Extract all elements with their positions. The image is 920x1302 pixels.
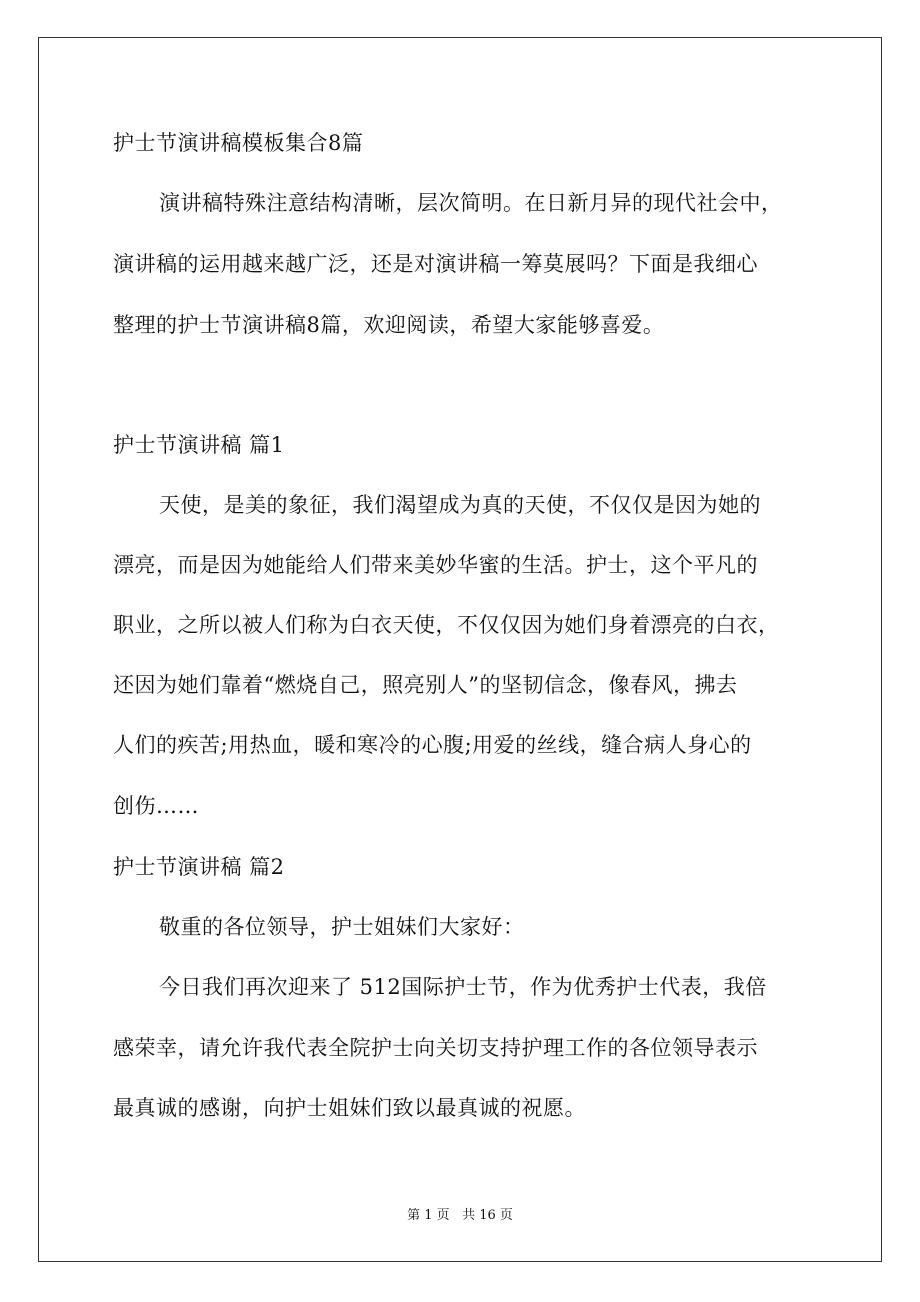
- section-1-line-1: 天使，是美的象征，我们渴望成为真的天使，不仅仅是因为她的: [159, 493, 761, 517]
- section-2-greeting: 敬重的各位领导，护士姐妹们大家好：: [159, 915, 525, 939]
- intro-line-2: 演讲稿的运用越来越广泛，还是对演讲稿一筹莫展吗？下面是我细心: [113, 252, 758, 276]
- section-1-heading: 护士节演讲稿 篇1: [113, 433, 285, 457]
- section-2-heading: 护士节演讲稿 篇2: [113, 855, 285, 879]
- section-1-line-6: 创伤……: [113, 794, 199, 818]
- section-1-line-3: 职业，之所以被人们称为白衣天使，不仅仅因为她们身着漂亮的白衣，: [113, 613, 780, 637]
- section-2-line-3: 最真诚的感谢，向护士姐妹们致以最真诚的祝愿。: [113, 1096, 586, 1120]
- section-1-line-4: 还因为她们靠着“燃烧自己，照亮别人”的坚韧信念，像春风，拂去: [113, 673, 738, 697]
- page-number: 第 1 页: [407, 1208, 450, 1223]
- intro-line-1: 演讲稿特殊注意结构清晰，层次简明。在日新月异的现代社会中，: [159, 191, 783, 215]
- intro-line-3: 整理的护士节演讲稿8篇，欢迎阅读，希望大家能够喜爱。: [113, 313, 665, 337]
- page-footer: [0, 1208, 920, 1224]
- section-2-line-2: 感荣幸，请允许我代表全院护士向关切支持护理工作的各位领导表示: [113, 1036, 758, 1060]
- section-2-line-1: 今日我们再次迎来了 512国际护士节，作为优秀护士代表，我倍: [159, 975, 767, 999]
- section-1-line-2: 漂亮，而是因为她能给人们带来美妙华蜜的生活。护士，这个平凡的: [113, 553, 758, 577]
- section-1-line-5: 人们的疾苦;用热血，暖和寒冷的心腹;用爱的丝线，缝合病人身心的: [113, 733, 752, 757]
- page-border: [38, 37, 882, 1262]
- document-title: 护士节演讲稿模板集合8篇: [113, 131, 364, 155]
- total-pages: 共 16 页: [462, 1208, 513, 1223]
